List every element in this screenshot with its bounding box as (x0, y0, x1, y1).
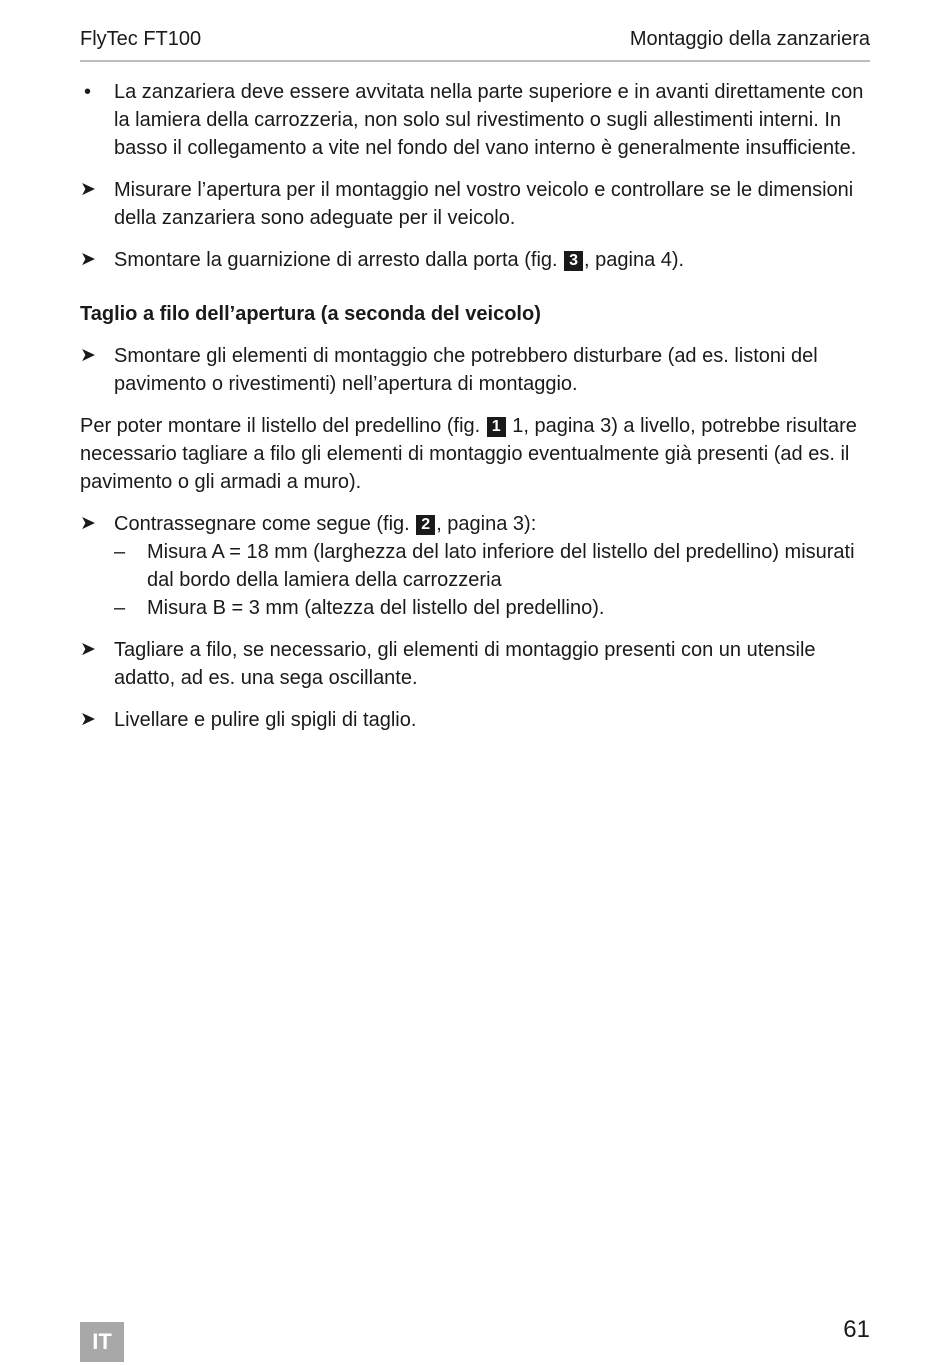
bullet-item-text: La zanzariera deve essere avvitata nella parte superiore e in avanti direttamente con la lamiera della carrozzeria, non solo sul rivestimento o sugli allestimenti interni. In basso il collegamento a vite nel fondo del vano interno è generalmente insufficiente. (114, 81, 864, 159)
arrow-icon: ➤ (80, 345, 96, 366)
arrow-icon: ➤ (80, 639, 96, 660)
step-text: , pagina 4). (584, 249, 685, 271)
header-section-title: Montaggio della zanzariera (629, 28, 870, 50)
step-measure-opening (80, 176, 870, 232)
step-remove-seal (80, 246, 870, 274)
sub-list (114, 538, 870, 622)
page-header (80, 28, 870, 62)
step-text: , pagina 3): (436, 513, 537, 535)
step-mark-positions (80, 510, 870, 622)
step-text: Tagliare a filo, se necessario, gli elementi di montaggio presenti con un utensile adatto, ad es. una sega oscillante. (114, 639, 816, 689)
step-text: Livellare e pulire gli spigli di taglio. (114, 709, 417, 731)
page-number: 61 (843, 1316, 870, 1343)
main-content (80, 78, 870, 748)
arrow-icon: ➤ (80, 513, 96, 534)
bullet-icon: • (84, 81, 92, 103)
sub-list-item-measure-a (114, 538, 870, 594)
step-text: Smontare gli elementi di montaggio che potrebbero disturbare (ad es. listoni del pavimento o rivestimenti) nell’apertura di montaggio. (114, 345, 818, 395)
arrow-icon: ➤ (80, 249, 96, 270)
bullet-item-screw-note (80, 78, 870, 162)
arrow-icon: ➤ (80, 179, 96, 200)
step-text: Smontare la guarnizione di arresto dalla porta (fig. (114, 249, 564, 271)
sub-list-item-measure-b (114, 594, 870, 622)
step-cut-elements (80, 636, 870, 692)
arrow-icon: ➤ (80, 709, 96, 730)
header-product-name: FlyTec FT100 (80, 28, 202, 50)
step-text: Contrassegnare come segue (fig. (114, 513, 416, 535)
dash-icon: – (114, 597, 126, 619)
step-clean-edges (80, 706, 870, 734)
language-badge: IT (80, 1322, 124, 1362)
section-heading: Taglio a filo dell’apertura (a seconda del veicolo) (80, 303, 541, 325)
sub-item-text: Misura A = 18 mm (larghezza del lato inferiore del listello del predellino) misurati dal bordo della lamiera della carrozzeria (147, 541, 855, 591)
step-remove-elements (80, 342, 870, 398)
sub-item-text: Misura B = 3 mm (altezza del listello del predellino). (147, 597, 605, 619)
dash-icon: – (114, 541, 126, 563)
paragraph-text: Per poter montare il listello del predellino (fig. (80, 415, 486, 437)
step-text: Misurare l’apertura per il montaggio nel vostro veicolo e controllare se le dimensioni della zanzariera sono adeguate per il veicolo. (114, 179, 854, 229)
figure-reference-badge: 3 (564, 251, 583, 271)
figure-reference-badge: 2 (416, 515, 435, 535)
paragraph-text: 1, pagina 3) a livello, potrebbe risultare necessario tagliare a filo gli elementi di montaggio eventualmente già presenti (ad es. il pavimento o gli armadi a muro). (80, 415, 857, 493)
paragraph-step-strip (80, 412, 870, 496)
figure-reference-badge: 1 (487, 417, 506, 437)
